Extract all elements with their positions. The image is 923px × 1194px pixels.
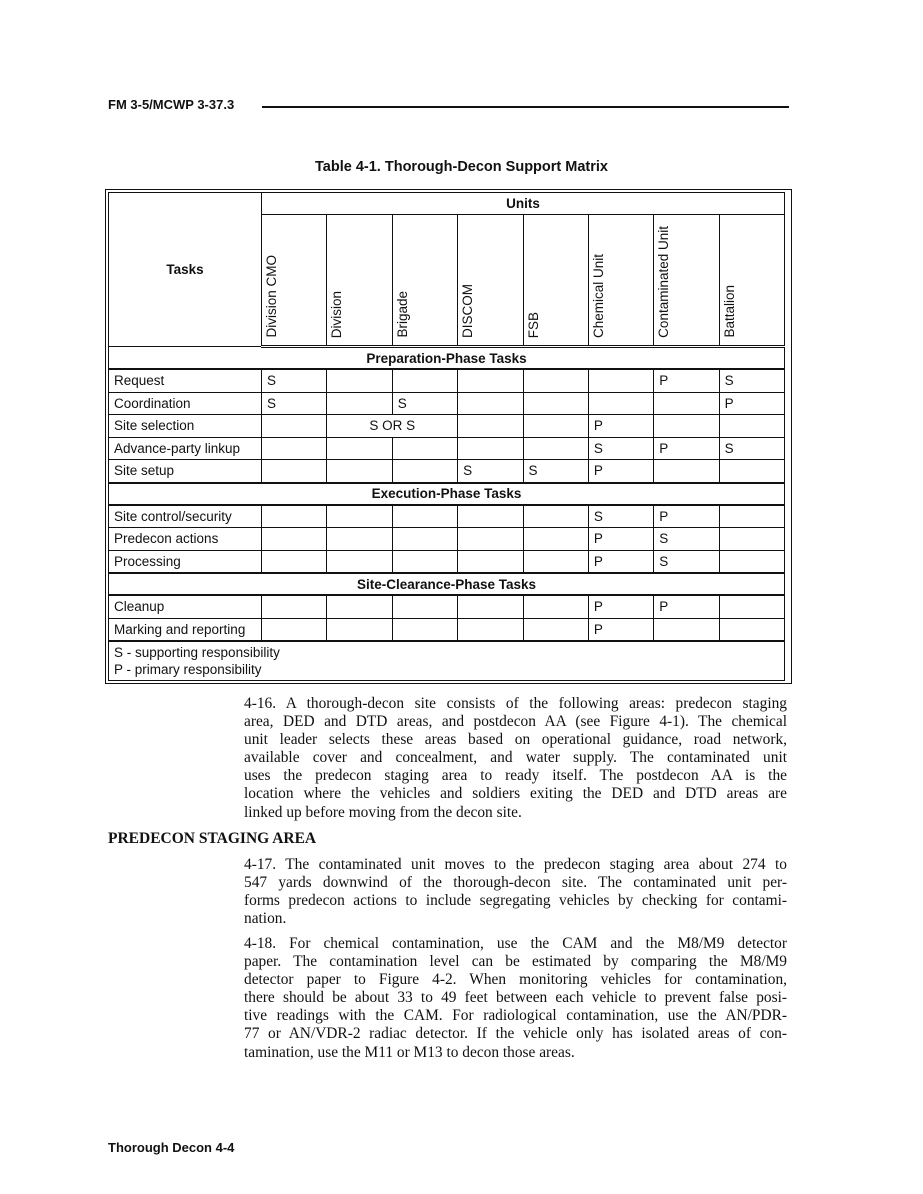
responsibility-cell (523, 505, 588, 528)
matrix (108, 192, 785, 681)
responsibility-cell (458, 550, 523, 573)
responsibility-cell (523, 415, 588, 438)
task-cell: Processing (109, 550, 262, 573)
responsibility-cell: P (588, 528, 653, 551)
responsibility-cell (523, 528, 588, 551)
responsibility-cell (392, 528, 457, 551)
page-footer: Thorough Decon 4-4 (108, 1140, 235, 1155)
phase-title: Preparation-Phase Tasks (109, 347, 785, 370)
responsibility-cell (392, 437, 457, 460)
responsibility-cell (262, 437, 327, 460)
text-line: detector paper to Figure 4-2. When monitoring vehicles for contamination, (244, 971, 787, 989)
responsibility-cell (458, 528, 523, 551)
responsibility-cell (458, 415, 523, 438)
responsibility-cell (327, 618, 392, 641)
responsibility-cell (327, 528, 392, 551)
paragraph-4-17 (244, 856, 787, 928)
responsibility-cell (523, 392, 588, 415)
text-line: paper. The contamination level can be estimated by comparing the M8/M9 (244, 953, 787, 971)
paragraph-4-18 (244, 935, 787, 1062)
responsibility-cell: S (654, 528, 719, 551)
phase-row (109, 573, 785, 595)
responsibility-cell (523, 369, 588, 392)
table-row (109, 369, 785, 392)
text-line: 4-16. A thorough-decon site consists of the following areas: predecon staging (244, 695, 787, 712)
text-line: tive readings with the CAM. For radiological contamination, use the AN/PDR- (244, 1007, 787, 1025)
unit-column-header (523, 215, 588, 347)
unit-name: Contaminated Unit (656, 226, 672, 338)
task-cell: Predecon actions (109, 528, 262, 551)
task-cell: Site selection (109, 415, 262, 438)
responsibility-cell (327, 505, 392, 528)
text-line: area, DED and DTD areas, and postdecon AA (see Figure 4-1). The chemical (244, 713, 787, 731)
responsibility-cell (392, 369, 457, 392)
responsibility-cell (588, 369, 653, 392)
running-header: FM 3-5/MCWP 3-37.3 (108, 97, 235, 112)
responsibility-cell: P (654, 437, 719, 460)
responsibility-cell (654, 415, 719, 438)
responsibility-cell (719, 550, 784, 573)
unit-column-header (719, 215, 784, 347)
task-cell: Cleanup (109, 595, 262, 618)
responsibility-cell (523, 595, 588, 618)
unit-name: Chemical Unit (590, 253, 606, 338)
responsibility-cell: S (719, 437, 784, 460)
responsibility-cell (392, 550, 457, 573)
responsibility-cell (262, 618, 327, 641)
responsibility-cell (392, 505, 457, 528)
text-line: there should be about 33 to 49 feet between each vehicle to prevent false posi- (244, 989, 787, 1007)
responsibility-cell (262, 505, 327, 528)
unit-column-header (588, 215, 653, 347)
phase-title: Execution-Phase Tasks (109, 483, 785, 505)
table-row (109, 528, 785, 551)
text-line: 4-18. For chemical contamination, use the CAM and the M8/M9 detector (244, 935, 787, 952)
responsibility-cell: P (588, 595, 653, 618)
responsibility-cell (654, 460, 719, 483)
text-line: unit leader selects these areas based on operational guidance, road network, (244, 731, 787, 749)
responsibility-cell: P (654, 505, 719, 528)
responsibility-cell: P (654, 369, 719, 392)
responsibility-cell: S (588, 437, 653, 460)
paragraph-4-16 (244, 695, 787, 822)
table-row (109, 595, 785, 618)
responsibility-cell: P (588, 550, 653, 573)
unit-column-header (458, 215, 523, 347)
table-row (109, 618, 785, 641)
legend-item: S - supporting responsibility (114, 645, 280, 660)
responsibility-cell (458, 369, 523, 392)
responsibility-cell: P (588, 415, 653, 438)
phase-title: Site-Clearance-Phase Tasks (109, 573, 785, 595)
unit-name: Division (329, 290, 345, 338)
task-cell: Marking and reporting (109, 618, 262, 641)
responsibility-cell: S (262, 369, 327, 392)
table-caption: Table 4-1. Thorough-Decon Support Matrix (315, 159, 608, 175)
text-line: nation. (244, 910, 287, 928)
text-line: forms predecon actions to include segregating vehicles by checking for contami- (244, 892, 787, 910)
unit-column-header (327, 215, 392, 347)
table-row (109, 460, 785, 483)
table-row (109, 415, 785, 438)
responsibility-cell (719, 528, 784, 551)
responsibility-cell (262, 595, 327, 618)
responsibility-cell (654, 392, 719, 415)
responsibility-cell: S (719, 369, 784, 392)
responsibility-cell: S (654, 550, 719, 573)
responsibility-cell: S (392, 392, 457, 415)
text-line: location where the vehicles and soldiers exiting the DED and DTD areas are (244, 785, 787, 803)
section-heading: PREDECON STAGING AREA (108, 830, 317, 847)
text-line: linked up before moving from the decon site. (244, 803, 522, 821)
responsibility-cell (327, 550, 392, 573)
unit-name: FSB (525, 311, 541, 338)
header-rule (262, 106, 789, 108)
unit-name: Division CMO (264, 255, 279, 338)
responsibility-cell: P (588, 460, 653, 483)
task-cell: Coordination (109, 392, 262, 415)
responsibility-cell (262, 460, 327, 483)
units-header-row (109, 193, 785, 215)
table-row (109, 392, 785, 415)
responsibility-cell (262, 415, 327, 438)
responsibility-cell (392, 595, 457, 618)
responsibility-cell: S (588, 505, 653, 528)
responsibility-cell (327, 369, 392, 392)
support-matrix-table (105, 189, 792, 684)
unit-name: DISCOM (460, 284, 476, 338)
responsibility-cell (654, 618, 719, 641)
responsibility-cell (327, 392, 392, 415)
responsibility-cell: P (719, 392, 784, 415)
units-header: Units (262, 193, 785, 215)
table-row (109, 437, 785, 460)
responsibility-cell: S (458, 460, 523, 483)
responsibility-cell: P (654, 595, 719, 618)
unit-column-header (392, 215, 457, 347)
responsibility-cell (719, 618, 784, 641)
responsibility-cell (327, 437, 392, 460)
responsibility-cell (719, 595, 784, 618)
unit-column-header (654, 215, 719, 347)
responsibility-cell: P (588, 618, 653, 641)
responsibility-cell (392, 460, 457, 483)
table-row (109, 505, 785, 528)
responsibility-cell (262, 528, 327, 551)
task-cell: Site setup (109, 460, 262, 483)
responsibility-cell (719, 505, 784, 528)
legend-item: P - primary responsibility (114, 662, 262, 677)
responsibility-cell: S (262, 392, 327, 415)
responsibility-cell (719, 415, 784, 438)
responsibility-cell (588, 392, 653, 415)
phase-row (109, 483, 785, 505)
text-line: available cover and concealment, and water supply. The contaminated unit (244, 749, 787, 767)
task-cell: Site control/security (109, 505, 262, 528)
responsibility-cell (392, 618, 457, 641)
task-cell: Advance-party linkup (109, 437, 262, 460)
responsibility-cell (458, 392, 523, 415)
responsibility-cell (327, 460, 392, 483)
tasks-header: Tasks (109, 193, 262, 347)
text-line: 547 yards downwind of the thorough-decon site. The contaminated unit per- (244, 874, 787, 892)
responsibility-cell (458, 595, 523, 618)
responsibility-cell (719, 460, 784, 483)
legend (109, 641, 785, 681)
responsibility-cell (523, 437, 588, 460)
legend-row (109, 641, 785, 681)
text-line: tamination, use the M11 or M13 to decon those areas. (244, 1043, 575, 1061)
responsibility-cell (523, 550, 588, 573)
text-line: uses the predecon staging area to ready itself. The postdecon AA is the (244, 767, 787, 785)
responsibility-cell (458, 437, 523, 460)
unit-column-header (262, 215, 327, 347)
responsibility-cell: S OR S (327, 415, 458, 438)
text-line: 77 or AN/VDR-2 radiac detector. If the vehicle only has isolated areas of con- (244, 1025, 787, 1043)
responsibility-cell (262, 550, 327, 573)
unit-name: Brigade (394, 291, 410, 338)
responsibility-cell (523, 618, 588, 641)
responsibility-cell (458, 505, 523, 528)
phase-row (109, 347, 785, 370)
task-cell: Request (109, 369, 262, 392)
unit-name: Battalion (721, 285, 737, 338)
text-line: 4-17. The contaminated unit moves to the predecon staging area about 274 to (244, 856, 787, 873)
table-row (109, 550, 785, 573)
responsibility-cell (458, 618, 523, 641)
responsibility-cell: S (523, 460, 588, 483)
responsibility-cell (327, 595, 392, 618)
